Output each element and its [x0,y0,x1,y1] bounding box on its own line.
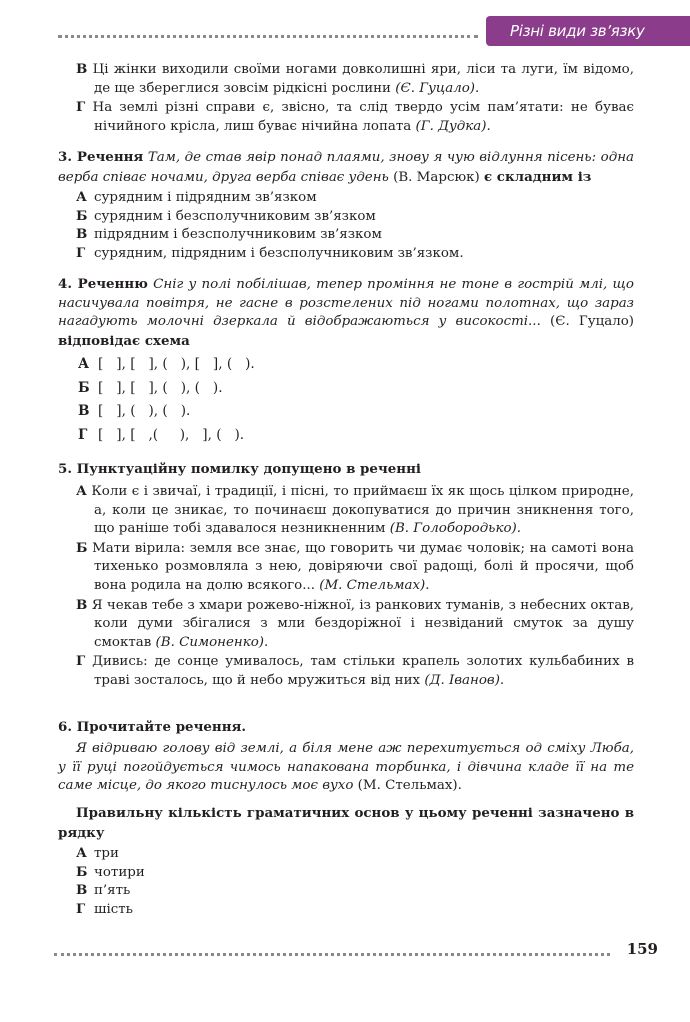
option-b [76,539,634,596]
option-letter: В [76,226,88,243]
option-text: сурядним і безсполучниковим зв’язком [94,208,376,224]
header-dotted-rule [58,35,478,38]
option-text: На землі різні справи є, звісно, та слід твердо усім пам’ятати: не буває нічийного крісла, лиш буває нічийна лопата [92,100,634,134]
option-source: (Д. Іванов). [424,672,505,688]
option-letter: Г [76,99,86,116]
question-3-options [76,188,634,262]
option-letter: Г [78,427,88,443]
scheme-option-a [78,355,255,374]
scheme: [ ], [ ,( ), ], ( ). [98,427,245,443]
page-number: 159 [626,940,658,958]
question-4-author: (Є. Гуцало) [549,314,634,330]
option-text: Дивись: де сонце умивалось, там стільки крапель золотих кульбабиних в траві зосталось, що й небо мружиться від них [92,654,634,688]
option-v [76,225,634,244]
option-source: (Є. Гуцало). [395,80,480,96]
option-letter: В [76,882,88,899]
option-source: (В. Голобородько). [389,521,522,537]
option-v [76,60,634,98]
option-letter: А [76,845,87,861]
question-4-quote: Сніг у полі побілішав, тепер проміння не тоне в гострій млі, що насичувала повітря, не гасне в розстелених під ногами полотнах, що зараз нагадують молочні дзеркала й відображаються у високості... [58,277,634,330]
option-text: шість [94,901,133,917]
option-b [76,863,634,882]
question-6-prompt [58,804,634,843]
option-source: (Г. Дудка). [415,118,491,134]
scheme-option-g [78,426,244,445]
chapter-tab-label: Різні види зв’язку [510,22,645,40]
option-letter: Г [76,900,86,917]
question-6-prompt-text: Правильну кількість граматичних основ у цьому реченні зазначено в рядку [58,805,634,841]
option-letter: В [76,596,88,613]
option-b [76,207,634,226]
question-3-label: 3. Речення [58,149,144,165]
prev-question-options [76,60,634,136]
option-letter: Г [76,653,86,670]
option-letter: А [78,356,90,372]
option-letter: Б [76,863,88,880]
chapter-tab [486,16,676,46]
option-letter: Б [76,539,88,556]
question-6-author: (М. Стельмах). [357,778,462,794]
option-letter: Б [78,380,90,396]
scheme: [ ], ( ), ( ). [98,403,191,419]
option-text: три [94,846,119,861]
scheme: [ ], [ ], ( ), ( ). [98,380,223,396]
question-6-options [76,844,634,918]
question-3-author: (В. Марсюк) [393,169,480,185]
question-6-sentence [58,740,634,796]
question-6-title: 6. Прочитайте речення. [58,719,247,735]
option-a [76,844,634,863]
option-source: (В. Симоненко). [155,634,269,650]
option-g [76,652,634,690]
question-4-tail: відповідає схема [58,332,190,349]
option-text: Я чекав тебе з хмари рожево-ніжної, із ранкових туманів, з небесних октав, коли думи збігалися з мли бездоріжної і незвіданий смуток за душу смоктав [91,597,634,650]
option-a [76,188,634,207]
option-v [76,596,634,653]
option-letter: Б [76,207,88,224]
question-4-label: 4. Реченню [58,276,148,292]
option-letter: А [76,189,87,205]
question-6-quote: Я відриваю голову від землі, а біля мене аж перехитується од сміху Люба, у її руці погойдується чимось напакована торбинка, і дівчина кладе її на те саме місце, до якого тиснулось моє вухо [58,741,634,794]
scheme-option-v [78,402,190,421]
option-text: п’ять [94,883,131,899]
chapter-tab-edge [676,16,690,46]
question-5-options [76,482,634,691]
option-text: сурядним і підрядним зв’язком [94,190,317,205]
option-letter: В [78,403,90,419]
question-3-quote: Там, де став явір понад плаями, знову я чую відлуння пісень: одна верба співає ночами, друга верба співає удень [58,150,634,185]
option-letter: Г [76,244,86,261]
option-text: чотири [94,864,145,880]
option-letter: А [76,483,87,499]
option-a [76,482,634,539]
option-text: Мати вірила: земля все знає, що говорить чи думає чоловік; на самоті вона тихенько розмовляла з нею, довіряючи свої радощі, болі й просячи, щоб вона родила на долю всякого... [92,540,634,593]
question-3 [58,148,634,187]
option-text: сурядним, підрядним і безсполучниковим зв’язком. [94,245,464,261]
footer-dotted-rule [54,953,610,956]
question-5-title: 5. Пунктуаційну помилку допущено в реченні [58,461,421,477]
option-g [76,900,634,919]
question-4 [58,275,634,351]
option-g [76,98,634,136]
option-text: Коли є і звичаї, і традиції, і пісні, то приймаєш їх як щось цілком природне, а, коли це зникає, то починаєш докопуватися до причин зникнення того, що раніше тобі здавалося незникненним [91,484,634,537]
question-6 [58,718,634,738]
scheme: [ ], [ ], ( ), [ ], ( ). [98,356,255,372]
option-text: Ці жінки виходили своїми ногами довколишні яри, ліси та луги, їм відомо, де ще збереглися зовсім рідкісні рослини [92,62,634,96]
scheme-option-b [78,379,223,398]
option-g [76,244,634,263]
option-v [76,881,634,900]
option-source: (М. Стельмах). [319,577,430,593]
option-letter: В [76,61,88,77]
question-3-tail: є складним із [483,168,592,185]
question-5 [58,460,634,480]
option-text: підрядним і безсполучниковим зв’язком [94,227,382,243]
